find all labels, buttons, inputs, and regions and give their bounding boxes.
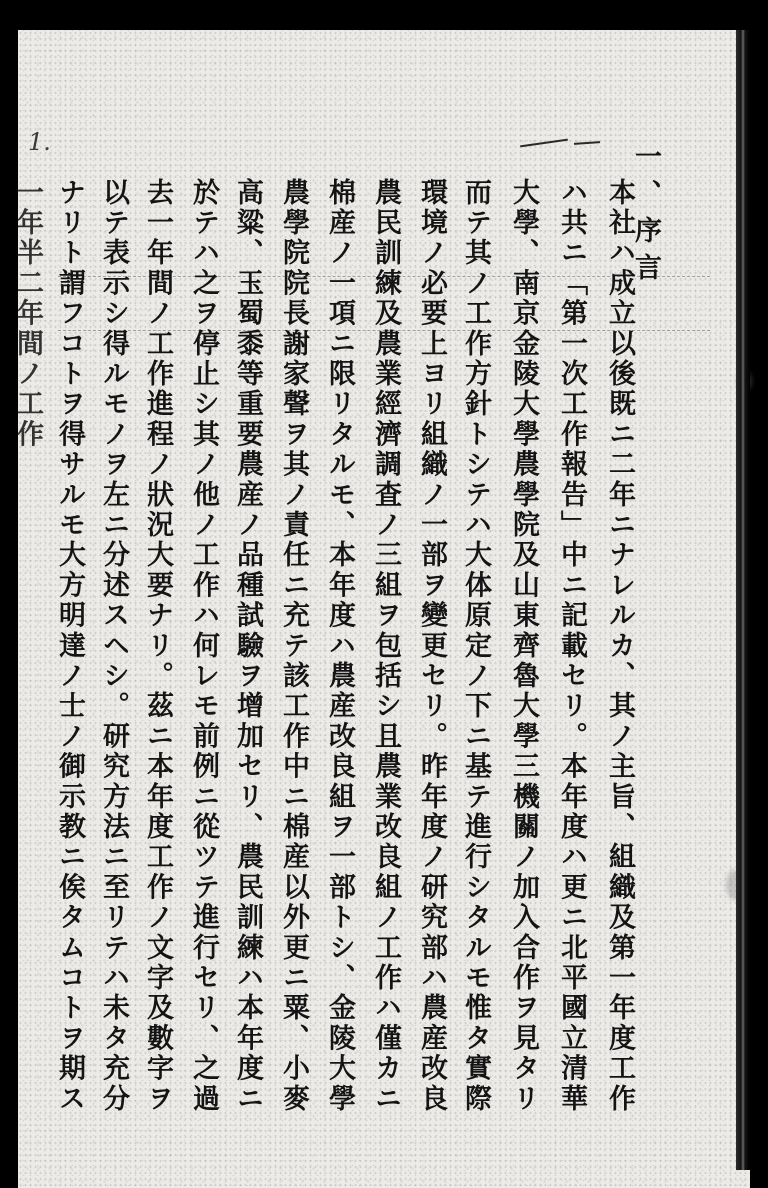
- text-column: 去一年間ノ工作進程ノ狀況大要ナリ。茲ニ本年度工作ノ文字及數字ヲ: [142, 178, 173, 1115]
- text-column: 高粱、玉蜀黍等重要農産ノ品種試驗ヲ增加セリ、農民訓練ハ本年度ニ: [232, 178, 263, 1115]
- section-heading: 一、序言: [630, 142, 661, 290]
- text-column: 於テハ之ヲ停止シ其ノ他ノ工作ハ何レモ前例ニ從ツテ進行セリ、之過: [188, 178, 219, 1115]
- text-column: ハ共ニ「第一次工作報告」中ニ記載セリ。本年度ハ更ニ北平國立清華: [556, 178, 587, 1115]
- binding-edge: [736, 30, 750, 1170]
- text-column: 環境ノ必要上ヨリ組織ノ一部ヲ變更セリ。昨年度ノ研究部ハ農産改良: [416, 178, 447, 1115]
- text-column: 農民訓練及農業經濟調査ノ三組ヲ包括シ且農業改良組ノ工作ハ僅カニ: [370, 178, 401, 1115]
- text-column: 以テ表示シ得ルモノヲ左ニ分述スヘシ。研究方法ニ至リテハ未タ充分: [98, 178, 129, 1115]
- margin-number: 1.: [28, 128, 51, 156]
- text-column: ナリト謂フコトヲ得サルモ大方明達ノ士ノ御示教ニ俟タムコトヲ期ス: [54, 178, 85, 1115]
- text-column: 棉産ノ一項ニ限リタルモ、本年度ハ農産改良組ヲ一部トシ、金陵大學: [324, 178, 355, 1115]
- text-column: 本社ハ成立以後既ニ二年ニナレルカ、其ノ主旨、組織及第一年度工作: [604, 178, 635, 1115]
- text-column: 一年半二年間ノ工作: [12, 178, 43, 450]
- text-column: 農學院院長謝家聲ヲ其ノ責任ニ充テ該工作中ニ棉産以外更ニ粟、小麥: [278, 178, 309, 1115]
- text-column: 而テ其ノ工作方針トシテハ大体原定ノ下ニ基テ進行シタルモ惟タ實際: [460, 178, 491, 1115]
- text-column: 大學、南京金陵大學農學院及山東齊魯大學三機關ノ加入合作ヲ見タリ: [508, 178, 539, 1115]
